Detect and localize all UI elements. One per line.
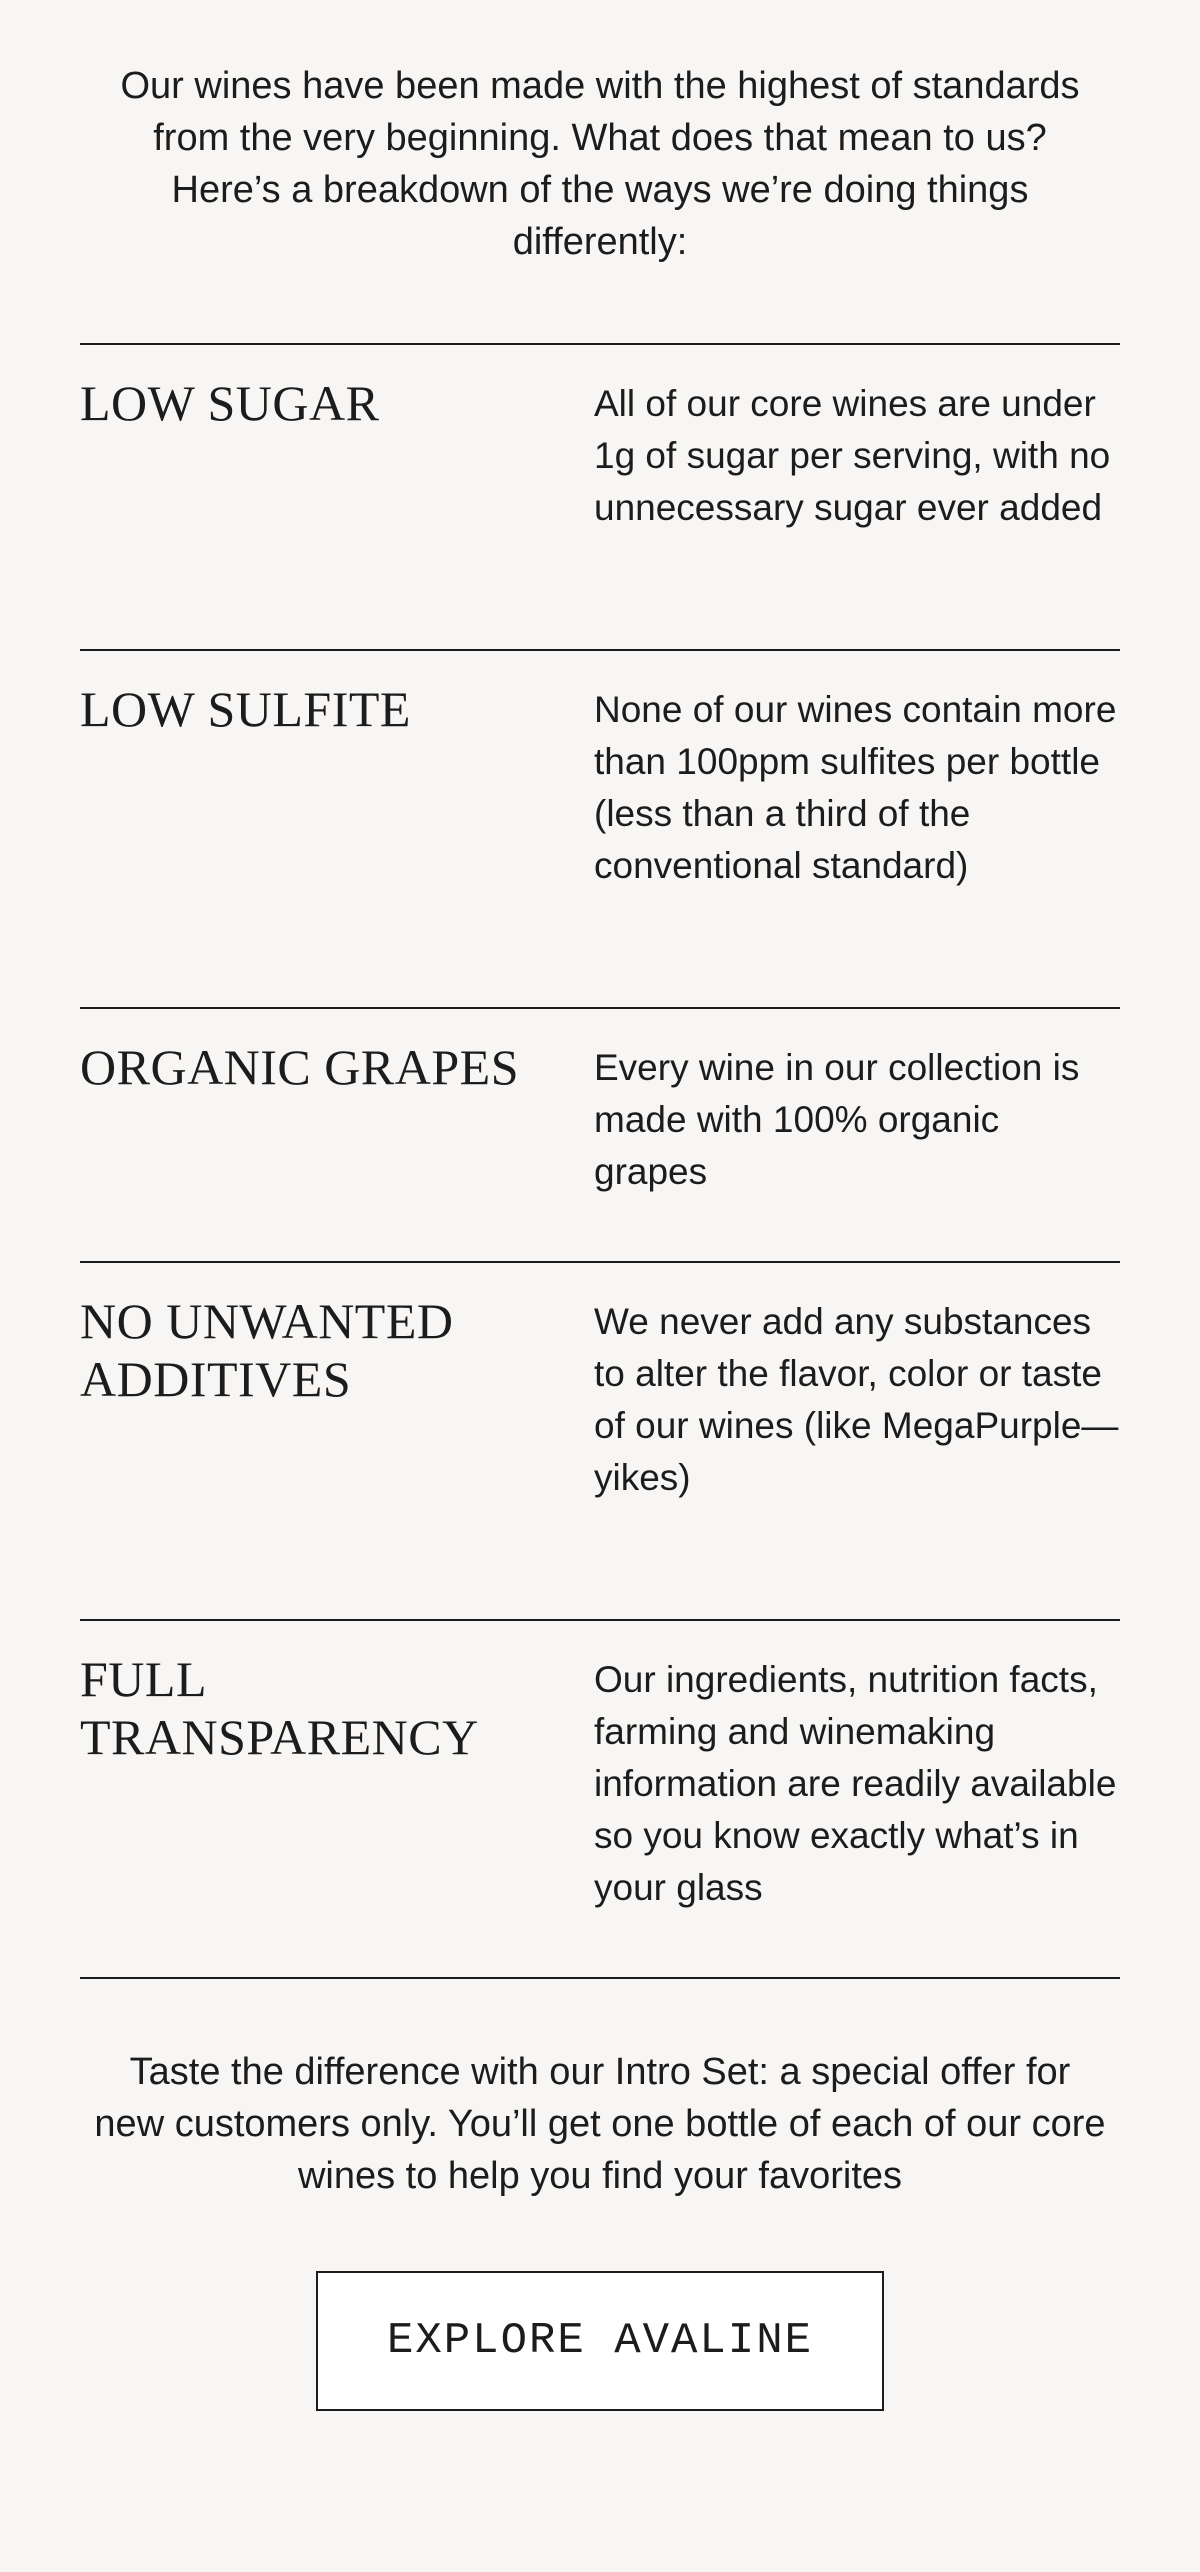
feature-description: We never add any substances to alter the flavor, color or taste of our wines (like MegaPurple—yikes) [594,1301,1119,1498]
explore-avaline-button[interactable]: EXPLORE AVALINE [316,2271,884,2411]
divider [80,1977,1120,1979]
feature-description: Every wine in our collection is made with 100% organic grapes [594,1047,1080,1192]
feature-row-full-transparency [80,1619,1120,1977]
feature-title: LOW SULFITE [80,681,411,737]
feature-description: Our ingredients, nutrition facts, farming and winemaking information are readily available so you know exactly what’s in your glass [594,1659,1117,1908]
feature-row-low-sugar [80,343,1120,649]
feature-title: ORGANIC GRAPES [80,1039,520,1095]
outro-text: Taste the difference with our Intro Set: a special offer for new customers only. You’ll get one bottle of each of our core wines to help you find your favorites [94,2051,1106,2197]
feature-title: FULL TRANSPARENCY [80,1651,479,1765]
feature-row-organic-grapes [80,1007,1120,1261]
feature-title: NO UNWANTED ADDITIVES [80,1293,454,1407]
intro-text: Our wines have been made with the highest of standards from the very beginning. What does that mean to us? Here’s a breakdown of the ways we’re doing things differently: [120,65,1080,263]
feature-row-low-sulfite [80,649,1120,1007]
feature-description: None of our wines contain more than 100ppm sulfites per bottle (less than a third of the conventional standard) [594,689,1117,886]
features-list [80,343,1120,1979]
feature-title: LOW SUGAR [80,375,380,431]
feature-description: All of our core wines are under 1g of sugar per serving, with no unnecessary sugar ever added [594,383,1111,528]
feature-row-no-unwanted-additives [80,1261,1120,1619]
